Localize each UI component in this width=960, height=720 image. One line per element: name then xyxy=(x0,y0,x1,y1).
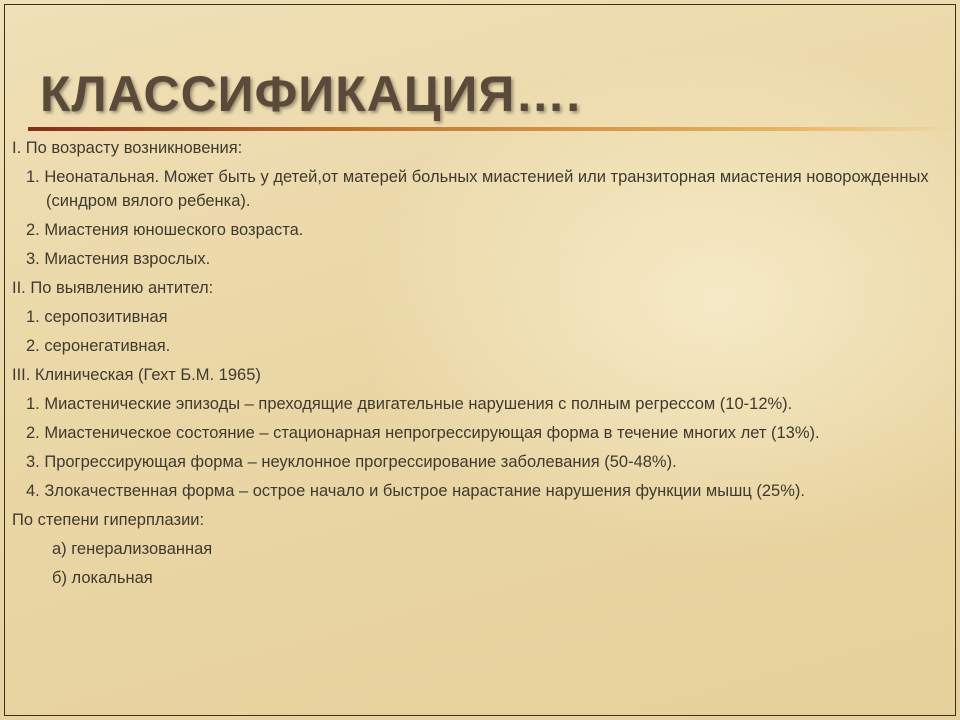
list-item-malignant: 4. Злокачественная форма – острое начало и быстрое нарастание нарушения функции мышц (25%). xyxy=(26,482,805,500)
list-item-seropositive: 1. серопозитивная xyxy=(26,308,168,326)
list-item-progressive: 3. Прогрессирующая форма – неуклонное прогрессирование заболевания (50-48%). xyxy=(26,453,677,471)
list-item-generalized: а) генерализованная xyxy=(52,540,213,558)
section-heading-antibodies: II. По выявлению антител: xyxy=(12,279,214,297)
list-item-local: б) локальная xyxy=(52,569,153,587)
list-item-seronegative: 2. серонегативная. xyxy=(26,337,171,355)
section-heading-hyperplasia: По степени гиперплазии: xyxy=(12,511,205,529)
list-item-adult: 3. Миастения взрослых. xyxy=(26,250,211,268)
list-item-juvenile: 2. Миастения юношеского возраста. xyxy=(26,221,304,239)
list-item-episodes: 1. Миастенические эпизоды – преходящие двигательные нарушения с полным регрессом (10-12%). xyxy=(26,395,793,413)
slide-title: КЛАССИФИКАЦИЯ…. xyxy=(40,66,582,122)
list-item-state: 2. Миастеническое состояние – стационарная непрогрессирующая форма в течение многих лет (13%). xyxy=(26,424,820,442)
slide-content xyxy=(12,136,952,595)
list-item-neonatal: 1. Неонатальная. Может быть у детей,от матерей больных миастенией или транзиторная миастения новорожденных (синдром вялого ребенка). xyxy=(26,168,929,210)
section-heading-age: I. По возрасту возникновения: xyxy=(12,139,243,157)
section-heading-clinical: III. Клиническая (Гехт Б.М. 1965) xyxy=(12,366,261,384)
title-underline xyxy=(28,127,958,131)
